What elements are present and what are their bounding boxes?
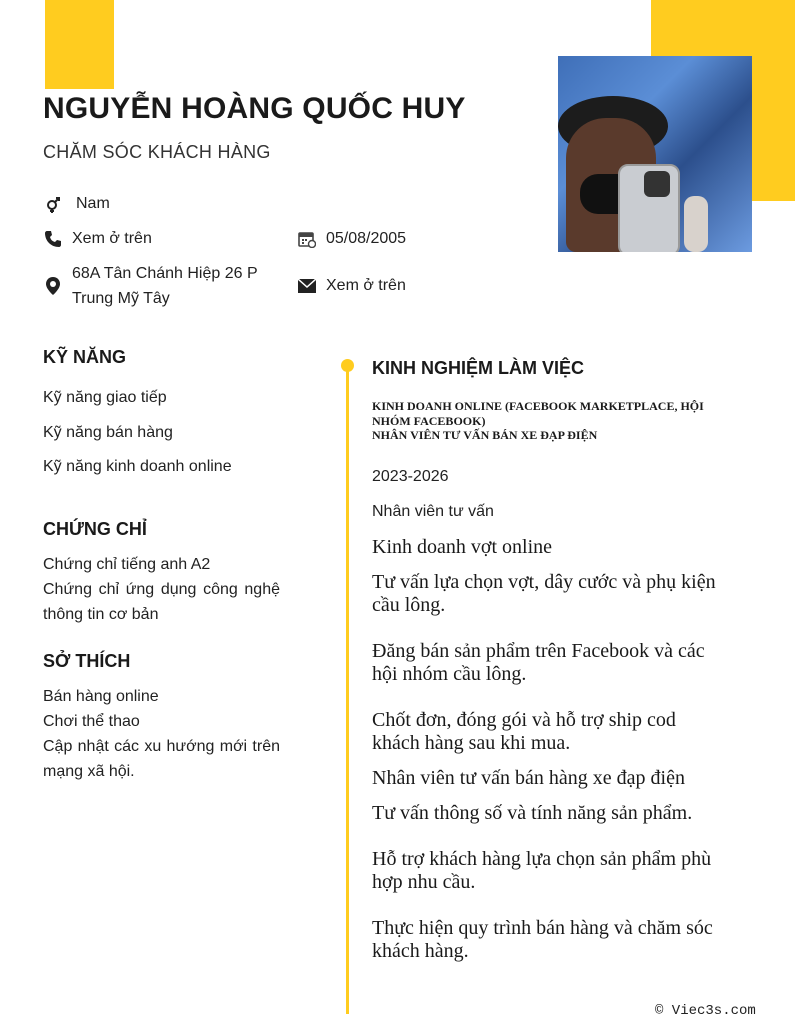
birthday-value: 05/08/2005 xyxy=(326,230,407,247)
skill-item: Kỹ năng kinh doanh online xyxy=(43,458,232,475)
candidate-name: NGUYỄN HOÀNG QUỐC HUY xyxy=(43,92,466,125)
skill-item: Kỹ năng giao tiếp xyxy=(43,389,167,406)
skills-heading: KỸ NĂNG xyxy=(43,347,127,367)
experience-detail: Nhân viên tư vấn bán hàng xe đạp điện xyxy=(372,767,685,789)
birthday-row xyxy=(297,226,406,251)
decorative-block-left xyxy=(45,0,114,89)
hobby-item: Cập nhật các xu hướng mới trên mạng xã hội. xyxy=(43,738,280,780)
certificate-item: Chứng chỉ ứng dụng công nghệ thông tin cơ bản xyxy=(43,581,280,623)
timeline-line xyxy=(346,366,349,1014)
email-row xyxy=(297,273,406,298)
certificates-heading: CHỨNG CHỈ xyxy=(43,519,147,539)
job-title: CHĂM SÓC KHÁCH HÀNG xyxy=(43,142,271,162)
experience-heading: KINH NGHIỆM LÀM VIỆC xyxy=(372,358,585,378)
experience-detail: Chốt đơn, đóng gói và hỗ trợ ship cod khách hàng sau khi mua. xyxy=(372,709,676,754)
experience-detail: Đăng bán sản phẩm trên Facebook và các hội nhóm cầu lông. xyxy=(372,640,705,685)
work-period: 2023-2026 xyxy=(372,468,449,485)
location-pin-icon xyxy=(43,276,63,296)
gender-icon xyxy=(43,194,63,214)
hobby-item: Bán hàng online xyxy=(43,688,159,705)
phone-row xyxy=(43,226,152,251)
footer-copyright: © Viec3s.com xyxy=(655,1003,756,1019)
hobby-item: Chơi thể thao xyxy=(43,713,140,730)
profile-photo xyxy=(558,56,752,252)
company-role: NHÂN VIÊN TƯ VẤN BÁN XE ĐẠP ĐIỆN xyxy=(372,428,598,442)
calendar-icon xyxy=(297,229,317,249)
experience-detail: Kinh doanh vợt online xyxy=(372,536,552,558)
phone-icon xyxy=(43,229,63,249)
hobbies-heading: SỞ THÍCH xyxy=(43,651,131,671)
phone-value: Xem ở trên xyxy=(72,230,152,247)
company-name: KINH DOANH ONLINE (FACEBOOK MARKETPLACE, HỘI NHÓM FACEBOOK) xyxy=(372,399,704,428)
work-position: Nhân viên tư vấn xyxy=(372,503,494,520)
timeline-dot xyxy=(341,359,354,372)
address-value: 68A Tân Chánh Hiệp 26 P Trung Mỹ Tây xyxy=(72,265,258,307)
gender-row xyxy=(43,191,110,216)
experience-detail: Hỗ trợ khách hàng lựa chọn sản phẩm phù hợp nhu cầu. xyxy=(372,848,712,893)
email-value: Xem ở trên xyxy=(326,277,406,294)
envelope-icon xyxy=(297,276,317,296)
experience-detail: Thực hiện quy trình bán hàng và chăm sóc khách hàng. xyxy=(372,917,713,962)
experience-detail: Tư vấn thông số và tính năng sản phẩm. xyxy=(372,802,693,824)
gender-value: Nam xyxy=(76,195,110,212)
skill-item: Kỹ năng bán hàng xyxy=(43,424,173,441)
experience-detail: Tư vấn lựa chọn vợt, dây cước và phụ kiện cầu lông. xyxy=(372,571,716,616)
address-row xyxy=(43,261,283,311)
company-block xyxy=(372,399,732,443)
certificate-item: Chứng chỉ tiếng anh A2 xyxy=(43,556,211,573)
